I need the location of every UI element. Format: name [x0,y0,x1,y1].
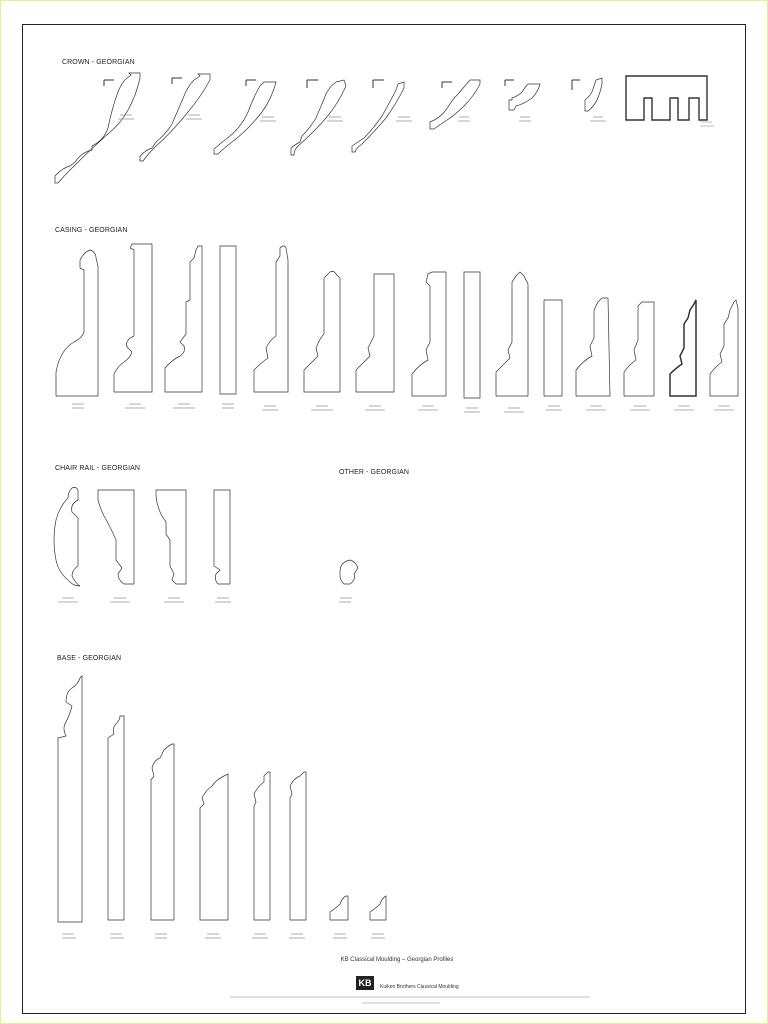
footer-company: Kuiken Brothers Classical Moulding [380,984,459,990]
section-title-other: OTHER - GEORGIAN [339,469,410,476]
section-title-casing: CASING - GEORGIAN [55,227,128,234]
section-title-chair-rail: CHAIR RAIL - GEORGIAN [55,465,141,472]
section-title-base: BASE - GEORGIAN [57,655,122,662]
footer-title: KB Classical Moulding – Georgian Profiles [340,957,454,963]
section-title-crown: CROWN - GEORGIAN [62,59,135,66]
kb-logo-text: KB [358,978,372,988]
